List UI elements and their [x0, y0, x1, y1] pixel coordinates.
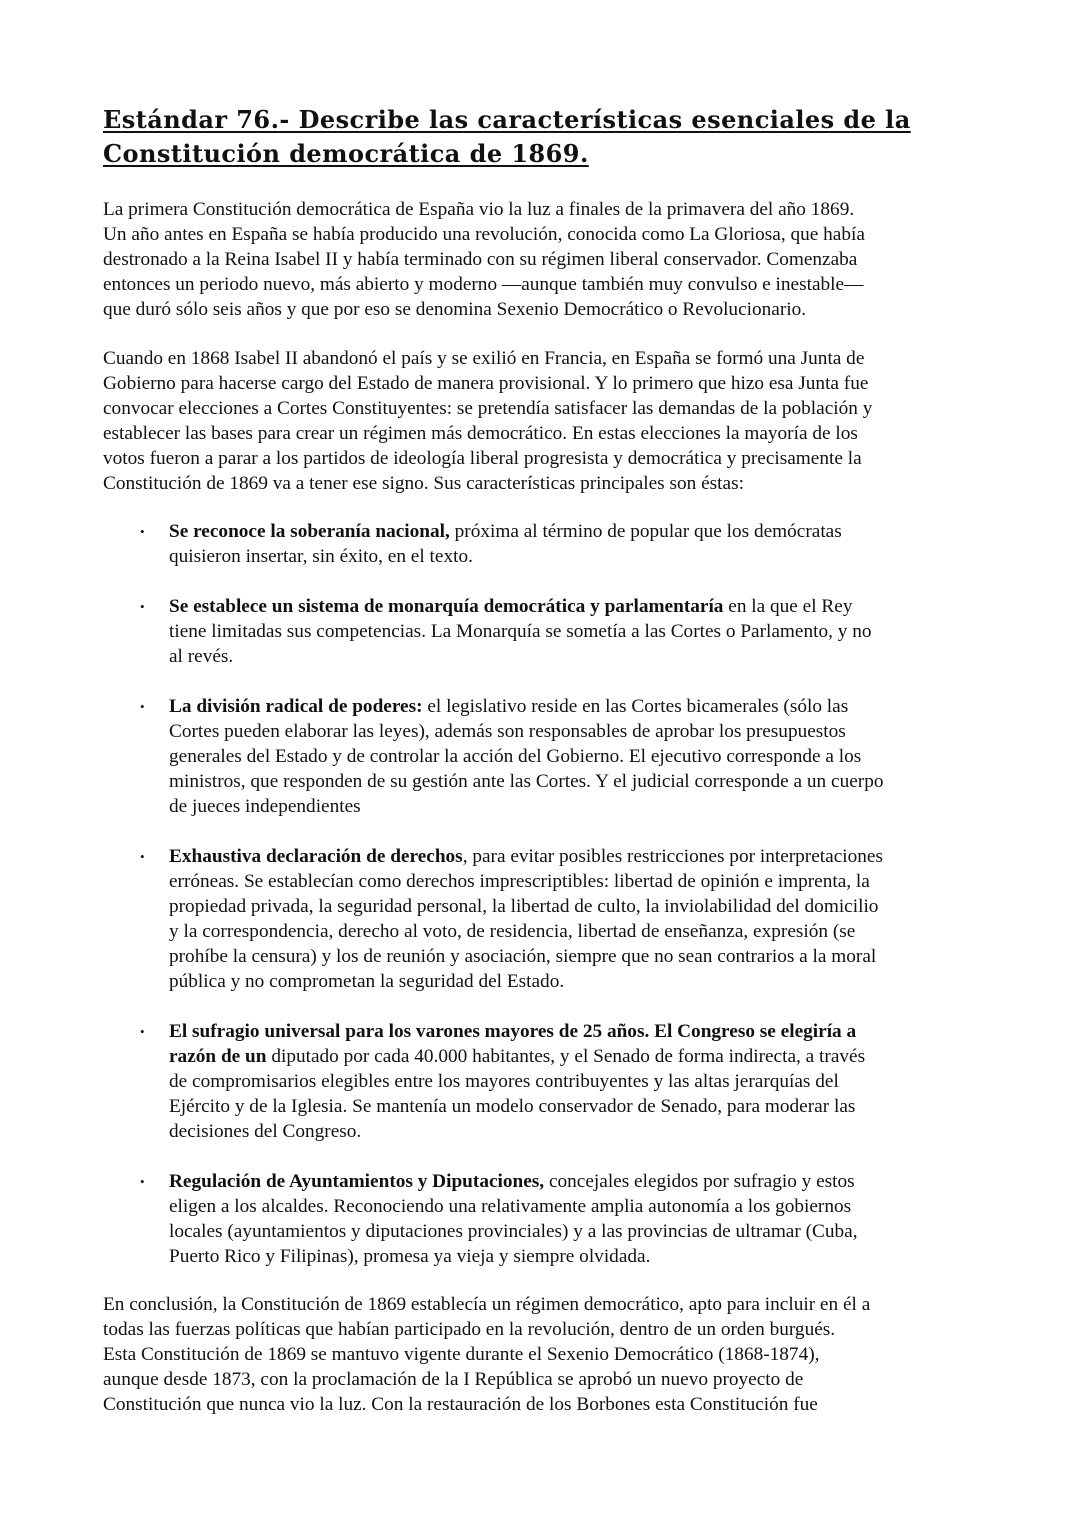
bullet-icon: • — [140, 1024, 145, 1039]
text-line: de jueces independientes — [169, 796, 361, 817]
text-line — [169, 1044, 983, 1069]
text-run: el legislativo reside en las Cortes bicamerales (sólo las — [422, 696, 849, 717]
list-item — [103, 844, 983, 994]
bold-lead: Se establece un sistema de monarquía democrática y parlamentaría — [169, 596, 724, 617]
text-run: próxima al término de popular que los demócratas — [449, 521, 842, 542]
text-line — [169, 844, 983, 869]
text-line: eligen a los alcaldes. Reconociendo una relativamente amplia autonomía a los gobiernos — [169, 1196, 852, 1217]
text-line — [169, 1169, 983, 1194]
bullet-icon: • — [140, 1174, 145, 1189]
text-line: prohíbe la censura) y los de reunión y asociación, siempre que no sean contrarios a la moral — [169, 946, 877, 967]
text-line: erróneas. Se establecían como derechos imprescriptibles: libertad de opinión e imprenta, la — [169, 871, 870, 892]
text-line: establecer las bases para crear un régimen más democrático. En estas elecciones la mayoría de los — [103, 423, 858, 444]
bullet-icon: • — [140, 524, 145, 539]
text-line: La primera Constitución democrática de España vio la luz a finales de la primavera del año 1869. — [103, 199, 855, 220]
title-line-2: Constitución democrática de 1869. — [103, 139, 589, 168]
bullet-icon: • — [140, 849, 145, 864]
text-line: En conclusión, la Constitución de 1869 establecía un régimen democrático, apto para incluir en él a — [103, 1294, 871, 1315]
text-line: todas las fuerzas políticas que habían participado en la revolución, dentro de un orden burgués. — [103, 1319, 836, 1340]
text-line: Constitución que nunca vio la luz. Con la restauración de los Borbones esta Constitución fue — [103, 1394, 818, 1415]
bold-lead: La división radical de poderes: — [169, 696, 423, 717]
list-item — [103, 1169, 983, 1269]
list-item — [103, 694, 983, 819]
text-line: Constitución de 1869 va a tener ese signo. Sus características principales son éstas: — [103, 473, 744, 494]
text-line: al revés. — [169, 646, 234, 667]
text-run: diputado por cada 40.000 habitantes, y el Senado de forma indirecta, a través — [266, 1046, 866, 1067]
text-line: Esta Constitución de 1869 se mantuvo vigente durante el Sexenio Democrático (1868-1874), — [103, 1344, 820, 1365]
text-line: ministros, que responden de su gestión ante las Cortes. Y el judicial corresponde a un cuerpo — [169, 771, 884, 792]
text-line: que duró sólo seis años y que por eso se denomina Sexenio Democrático o Revolucionario. — [103, 299, 807, 320]
document-page — [103, 103, 983, 1417]
text-line: de compromisarios elegibles entre los mayores contribuyentes y las altas jerarquías del — [169, 1071, 839, 1092]
text-line: Un año antes en España se había producido una revolución, conocida como La Gloriosa, que había — [103, 224, 865, 245]
text-run: en la que el Rey — [723, 596, 853, 617]
bold-lead: Regulación de Ayuntamientos y Diputaciones, — [169, 1171, 545, 1192]
text-line: generales del Estado y de controlar la acción del Gobierno. El ejecutivo corresponde a los — [169, 746, 862, 767]
text-line: votos fueron a parar a los partidos de ideología liberal progresista y democrática y precisamente la — [103, 448, 862, 469]
title-line-1: Estándar 76.- Describe las características esenciales de la — [103, 105, 911, 134]
bullet-icon: • — [140, 699, 145, 714]
text-line: y la correspondencia, derecho al voto, de residencia, libertad de enseñanza, expresión (se — [169, 921, 856, 942]
text-line: destronado a la Reina Isabel II y había terminado con su régimen liberal conservador. Comenzaba — [103, 249, 858, 270]
context-paragraph — [103, 346, 983, 496]
list-item — [103, 594, 983, 669]
text-line: locales (ayuntamientos y diputaciones provinciales) y a las provincias de ultramar (Cuba, — [169, 1221, 858, 1242]
bold-lead: Se reconoce la soberanía nacional, — [169, 521, 450, 542]
text-line: propiedad privada, la seguridad personal, la libertad de culto, la inviolabilidad del domicilio — [169, 896, 879, 917]
bullet-icon: • — [140, 599, 145, 614]
text-line — [169, 694, 983, 719]
text-line: Ejército y de la Iglesia. Se mantenía un modelo conservador de Senado, para moderar las — [169, 1096, 856, 1117]
text-line: pública y no comprometan la seguridad del Estado. — [169, 971, 565, 992]
bold-lead: razón de un — [169, 1046, 267, 1067]
list-item — [103, 1019, 983, 1144]
text-run: concejales elegidos por sufragio y estos — [544, 1171, 855, 1192]
text-line — [169, 519, 983, 544]
text-line: Puerto Rico y Filipinas), promesa ya vieja y siempre olvidada. — [169, 1246, 651, 1267]
page-title — [103, 103, 983, 171]
text-line: aunque desde 1873, con la proclamación de la I República se aprobó un nuevo proyecto de — [103, 1369, 804, 1390]
text-line: Cortes pueden elaborar las leyes), además son responsables de aprobar los presupuestos — [169, 721, 846, 742]
text-line — [169, 594, 983, 619]
conclusion-paragraph — [103, 1292, 983, 1417]
characteristics-list — [103, 519, 983, 1269]
bold-lead: El sufragio universal para los varones mayores de 25 años. El Congreso se elegiría a — [169, 1021, 857, 1042]
list-item — [103, 519, 983, 569]
intro-paragraph — [103, 197, 983, 322]
text-line: entonces un periodo nuevo, más abierto y moderno —aunque también muy convulso e inestable— — [103, 274, 864, 295]
bold-lead: Exhaustiva declaración de derechos — [169, 846, 463, 867]
text-line — [169, 1019, 983, 1044]
text-line: Gobierno para hacerse cargo del Estado de manera provisional. Y lo primero que hizo esa Junta fue — [103, 373, 869, 394]
text-run: , para evitar posibles restricciones por interpretaciones — [462, 846, 883, 867]
text-line: decisiones del Congreso. — [169, 1121, 362, 1142]
text-line: convocar elecciones a Cortes Constituyentes: se pretendía satisfacer las demandas de la población y — [103, 398, 873, 419]
text-line: quisieron insertar, sin éxito, en el texto. — [169, 546, 473, 567]
text-line: tiene limitadas sus competencias. La Monarquía se sometía a las Cortes o Parlamento, y no — [169, 621, 872, 642]
text-line: Cuando en 1868 Isabel II abandonó el país y se exilió en Francia, en España se formó una Junta de — [103, 348, 865, 369]
